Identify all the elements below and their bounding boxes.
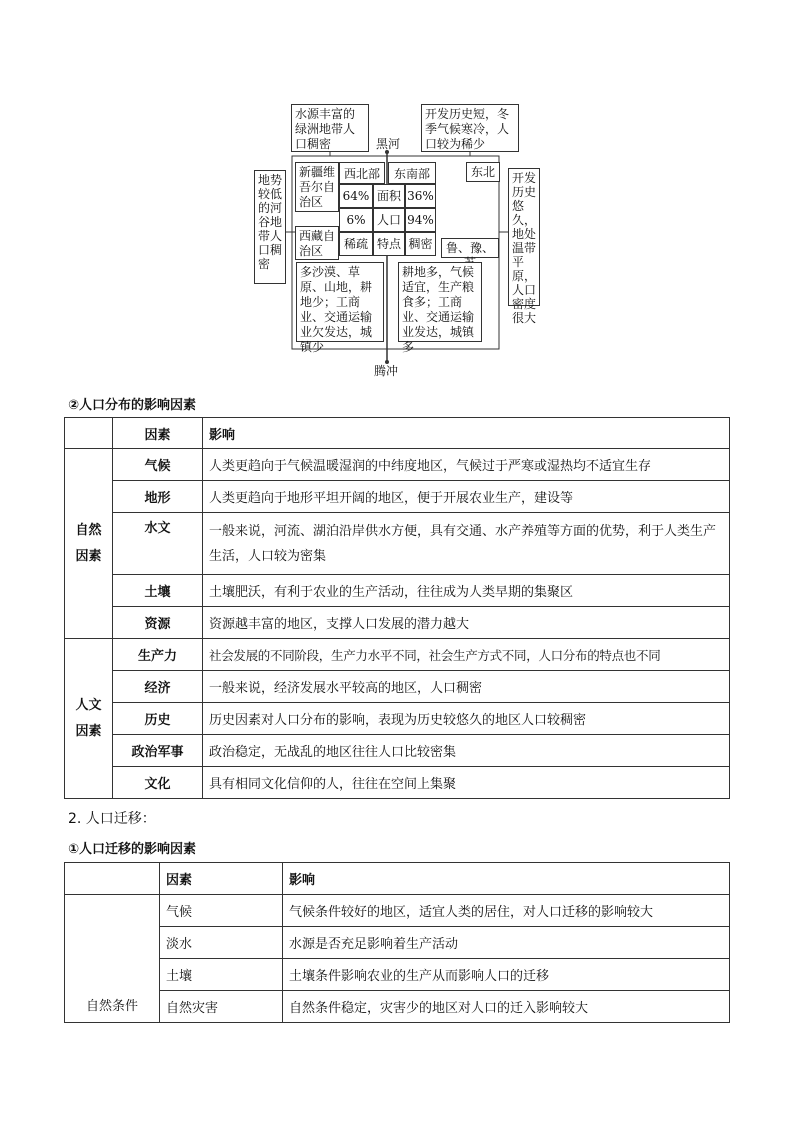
- table-row: [65, 449, 730, 481]
- natural-cat-line2: 因素: [75, 548, 102, 564]
- effect-cell: 政治稳定，无战乱的地区往往人口比较密集: [203, 735, 730, 767]
- tengchong-label: 腾冲: [374, 364, 399, 378]
- table-row: [65, 513, 730, 575]
- table-header-row: [65, 418, 730, 449]
- factor-cell: 经济: [113, 671, 203, 703]
- feature-southeast: 稠密: [405, 232, 436, 256]
- effect-cell: 社会发展的不同阶段，生产力水平不同，社会生产方式不同，人口分布的特点也不同: [203, 639, 730, 671]
- factor-cell: 自然灾害: [160, 991, 283, 1023]
- table-row: [65, 927, 730, 959]
- effect-cell: 人类更趋向于气候温暖湿润的中纬度地区，气候过于严寒或湿热均不适宜生存: [203, 449, 730, 481]
- population-migration-table: [64, 862, 730, 1023]
- factor-cell: 生产力: [113, 639, 203, 671]
- effect-cell: 土壤肥沃，有利于农业的生产活动，往往成为人类早期的集聚区: [203, 575, 730, 607]
- effect-cell: 资源越丰富的地区，支撑人口发展的潜力越大: [203, 607, 730, 639]
- table-row: [65, 735, 730, 767]
- table-row: [65, 671, 730, 703]
- factor-cell: 淡水: [160, 927, 283, 959]
- table-header-row: [65, 863, 730, 895]
- population-distribution-table: [64, 417, 730, 799]
- west-description: 多沙漠、草原、山地，耕地少；工商业、交通运输业欠发达，城镇少: [296, 262, 384, 342]
- header-empty-cell: [65, 863, 160, 895]
- factor-cell: 气候: [160, 895, 283, 927]
- heihe-label: 黑河: [376, 137, 401, 151]
- table-row: [65, 575, 730, 607]
- effect-cell: 一般来说，河流、湖泊沿岸供水方便，具有交通、水产养殖等方面的优势，利于人类生产生活，人口较为密集: [203, 513, 730, 575]
- human-cat-line1: 人文: [75, 697, 102, 713]
- lu-yu-su-label: 鲁、豫、: [441, 238, 499, 258]
- effect-cell: 具有相同文化信仰的人，往往在空间上集聚: [203, 767, 730, 799]
- header-empty-cell: [65, 418, 113, 449]
- factor-cell: 地形: [113, 481, 203, 513]
- feature-label: 特点: [373, 232, 405, 256]
- effect-cell: 历史因素对人口分布的影响，表现为历史较悠久的地区人口较稠密: [203, 703, 730, 735]
- factor-cell: 资源: [113, 607, 203, 639]
- feature-northwest: 稀疏: [339, 232, 373, 256]
- natural-cat-line1: 自然: [75, 522, 102, 538]
- human-factors-category: [65, 639, 113, 799]
- area-southeast: 36%: [405, 184, 436, 208]
- header-northwest: 西北部: [339, 162, 385, 184]
- top-left-note: 水源丰富的绿洲地带人口稠密: [291, 104, 369, 152]
- section1-title: ②人口分布的影响因素: [68, 398, 197, 413]
- effect-cell: 水源是否充足影响着生产活动: [283, 927, 730, 959]
- table-row: [65, 639, 730, 671]
- xizang-label: 西藏自治区: [295, 226, 339, 260]
- effect-cell: 一般来说，经济发展水平较高的地区，人口稠密: [203, 671, 730, 703]
- factor-cell: 土壤: [160, 959, 283, 991]
- effect-cell: 人类更趋向于地形平坦开阔的地区，便于开展农业生产，建设等: [203, 481, 730, 513]
- factor-cell: 土壤: [113, 575, 203, 607]
- xinjiang-label: 新疆维吾尔自治区: [295, 162, 339, 212]
- table-row: [65, 767, 730, 799]
- factor-cell: 气候: [113, 449, 203, 481]
- table-row: [65, 959, 730, 991]
- effect-cell: 土壤条件影响农业的生产从而影响人口的迁移: [283, 959, 730, 991]
- right-note: 开发历史悠久，地处温带平原，人口密度很大: [508, 168, 540, 306]
- population-label: 人口: [373, 208, 405, 232]
- factor-cell: 水文: [113, 513, 203, 575]
- natural-factors-category: [65, 449, 113, 639]
- top-right-note: 开发历史短，冬季气候寒冷，人口较为稀少: [421, 104, 519, 152]
- table-row: [65, 607, 730, 639]
- table-row: [65, 991, 730, 1023]
- natural-conditions-category: 自然条件: [65, 895, 160, 1023]
- table-row: [65, 481, 730, 513]
- population-northwest: 6%: [339, 208, 373, 232]
- left-note: 地势较低的河谷地带人口稠密: [254, 170, 286, 284]
- section2-number-title: 2. 人口迁移：: [68, 811, 156, 827]
- table-row: [65, 703, 730, 735]
- table-row: [65, 895, 730, 927]
- header-southeast: 东南部: [388, 162, 436, 184]
- area-label: 面积: [373, 184, 405, 208]
- population-southeast: 94%: [405, 208, 436, 232]
- factor-cell: 历史: [113, 703, 203, 735]
- population-distribution-diagram: [0, 0, 794, 390]
- factor-cell: 文化: [113, 767, 203, 799]
- human-cat-line2: 因素: [75, 723, 102, 739]
- east-description: 耕地多，气候适宜，生产粮食多；工商业、交通运输业发达，城镇多: [398, 262, 482, 342]
- effect-cell: 自然条件稳定，灾害少的地区对人口的迁入影响较大: [283, 991, 730, 1023]
- factor-cell: 政治军事: [113, 735, 203, 767]
- header-effect: 影响: [283, 863, 730, 895]
- header-effect: 影响: [203, 418, 730, 449]
- section2-title: ①人口迁移的影响因素: [68, 842, 197, 857]
- header-factor: 因素: [160, 863, 283, 895]
- effect-cell: 气候条件较好的地区，适宜人类的居住，对人口迁移的影响较大: [283, 895, 730, 927]
- area-northwest: 64%: [339, 184, 373, 208]
- dongbei-label: 东北: [466, 162, 500, 182]
- header-factor: 因素: [113, 418, 203, 449]
